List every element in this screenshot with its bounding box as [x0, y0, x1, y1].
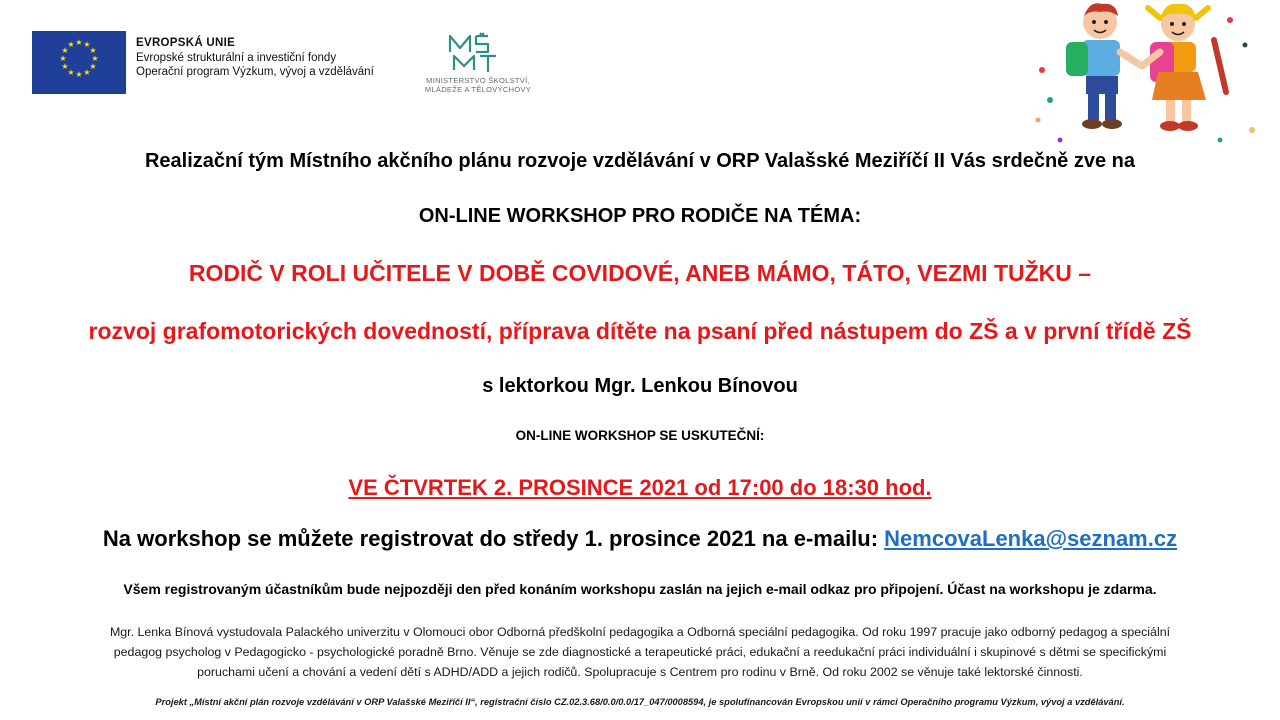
svg-text:★: ★ [89, 62, 97, 71]
workshop-date: VE ČTVRTEK 2. PROSINCE 2021 od 17:00 do 18:30 hod. [348, 475, 932, 500]
workshop-title-line2: rozvoj grafomotorických dovedností, příprava dítěte na psaní před nástupem do ZŠ a v první třídě ZŠ [88, 318, 1192, 344]
svg-text:★: ★ [67, 68, 75, 77]
svg-text:★: ★ [59, 54, 67, 63]
msmt-logo-icon [446, 32, 502, 74]
bio-line3: poruchami učení a chování a vedení dětí s ADHD/ADD a jejich rodičů. Spolupracuje s Centrem pro rodinu v Brně. Od roku 2002 se věnuje také lektorské činnosti. [197, 665, 1083, 679]
svg-text:★: ★ [67, 40, 75, 49]
project-footer: Projekt „Místní akční plán rozvoje vzdělávání v ORP Valašské Meziříčí II“, registrační číslo CZ.02.3.68/0.0/0.0/17_047/0008594, je spolufinancován Evropskou unií v rámci Operačního programu Výzkum, vývoj a vzdělávání. [155, 697, 1125, 707]
workshop-title-line1: RODIČ V ROLI UČITELE V DOBĚ COVIDOVÉ, ANEB MÁMO, TÁTO, VEZMI TUŽKU – [188, 260, 1092, 286]
intro-text: Realizační tým Místního akčního plánu rozvoje vzdělávání v ORP Valašské Meziříčí II Vás srdečně zve na [144, 150, 1136, 172]
bio-line1: Mgr. Lenka Bínová vystudovala Palackého univerzitu v Olomouci obor Odborná předškolní pedagogika a Odborná speciální pedagogika. Od roku 1997 pracuje jako odborný pedagog a speciální [109, 625, 1171, 639]
participant-notice: Všem registrovaným účastníkům bude nejpozději den před konáním workshopu zaslán na jejich e-mail odkaz pro připojení. Účast na workshopu je zdarma. [123, 581, 1157, 597]
registration-line [0, 526, 1280, 552]
msmt-line2: MLÁDEŽE A TĚLOVÝCHOVY [424, 85, 532, 94]
svg-text:★: ★ [83, 40, 91, 49]
bio-line2: pedagog psycholog v Pedagogicko - psychologické poradně Brno. Věnuje se zde diagnostické a terapeutické práci, edukační a reedukační práci individuální i skupinové s dětmi se specifickými [113, 645, 1167, 659]
msmt-line1: MINISTERSTVO ŠKOLSTVÍ, [426, 76, 530, 85]
eu-program-line: Operační program Výzkum, vývoj a vzdělávání [136, 66, 374, 78]
registration-text: Na workshop se můžete registrovat do středy 1. prosince 2021 na e-mailu: [102, 526, 885, 551]
eu-stars-icon [32, 31, 126, 94]
lecturer-line: s lektorkou Mgr. Lenkou Bínovou [482, 375, 798, 397]
eu-logo-text [136, 36, 374, 80]
date-label: ON-LINE WORKSHOP SE USKUTEČNÍ: [515, 428, 765, 443]
svg-text:★: ★ [61, 62, 69, 71]
eu-flag-logo [32, 31, 126, 94]
eu-funds-line: Evropské strukturální a investiční fondy [136, 51, 337, 64]
lecturer-bio [22, 622, 1258, 682]
registration-email-link[interactable]: NemcovaLenka@seznam.cz [884, 526, 1178, 551]
children-illustration [1030, 0, 1260, 150]
msmt-logo-text [418, 76, 538, 94]
svg-text:★: ★ [89, 46, 97, 55]
workshop-type: ON-LINE WORKSHOP PRO RODIČE NA TÉMA: [418, 205, 862, 227]
svg-text:★: ★ [83, 68, 91, 77]
svg-text:★: ★ [91, 54, 99, 63]
svg-text:★: ★ [61, 46, 69, 55]
svg-text:★: ★ [75, 38, 83, 47]
eu-title: EVROPSKÁ UNIE [136, 37, 236, 49]
svg-text:★: ★ [75, 70, 83, 79]
